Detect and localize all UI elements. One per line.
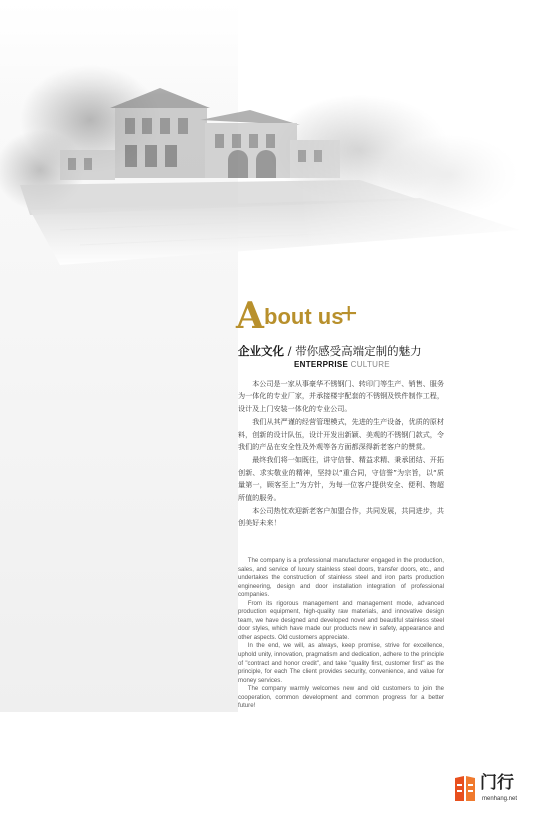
culture-en-bold: ENTERPRISE (294, 360, 349, 369)
chinese-body (238, 378, 444, 531)
about-us-initial: A (236, 295, 264, 337)
culture-title-en (294, 360, 390, 369)
culture-en-light: CULTURE (348, 360, 390, 369)
english-paragraph: From its rigorous management and management mode, advanced production equipment, high-quality raw materials, and innovative design team, we have designed and developed novel and beautiful stainless steel door styles, which have made our products new in safety, appearance and other aspects. Old customers appreciate. (238, 599, 444, 641)
logo-url[interactable]: menhang.net (482, 796, 518, 802)
menhang-logo-icon (452, 774, 478, 804)
english-body (238, 557, 444, 711)
culture-title-separator: / (284, 344, 296, 358)
culture-subtitle-cn: 带你感受高端定制的魅力 (295, 344, 422, 358)
culture-title-cn: 企业文化 (238, 344, 284, 358)
chinese-paragraph: 我们从其严谨的经营管理模式，先进的生产设备，优质的原材料，创新的设计队伍，设计开发出新颖、美观的不锈钢门款式，令我们的产品在安全性及外观等各方面都深得新老客户的赞赏。 (238, 417, 444, 452)
villa-illustration (0, 0, 544, 280)
english-paragraph: The company warmly welcomes new and old customers to join the cooperation, common development and common progress for a better future! (238, 685, 444, 710)
english-paragraph: In the end, we will, as always, keep promise, strive for excellence, uphold unity, innovation, pragmatism and dedication, adhere to the principle of "contract and honor credit", and take "quality first, customer first" as the principle, for each The client provides security, convenience, and value for money services. (238, 642, 444, 684)
chinese-paragraph: 本公司是一家从事豪华不锈钢门、转印门等生产、销售、服务为一体化的专业厂家，并承接楼宇配套的不锈钢及铁件制作工程，设计及上门安装一体化的专业公司。 (238, 379, 444, 413)
menhang-logo[interactable] (452, 772, 542, 812)
about-us-text: bout us (264, 304, 344, 329)
culture-title (238, 343, 422, 359)
english-paragraph: The company is a professional manufacturer engaged in the production, sales, and service of luxury stainless steel doors, transfer doors, etc., and undertakes the construction of stainless steel and iron parts production engineering, design and door installation integration of professional companies. (238, 557, 444, 599)
plus-icon: + (340, 297, 358, 330)
chinese-paragraph: 本公司热忱欢迎新老客户加盟合作，共同发展，共同进步，共创美好未来！ (238, 506, 444, 528)
logo-name: 门行 (480, 773, 514, 793)
chinese-paragraph: 最终我们将一如既往，讲守信誉、精益求精、秉承团结、开拓创新、求实敬业的精神，坚持以“重合同，守信誉”为宗旨，以“质量第一，顾客至上”为方针，为每一位客户提供安全、便利、物超所值的服务。 (238, 455, 444, 502)
